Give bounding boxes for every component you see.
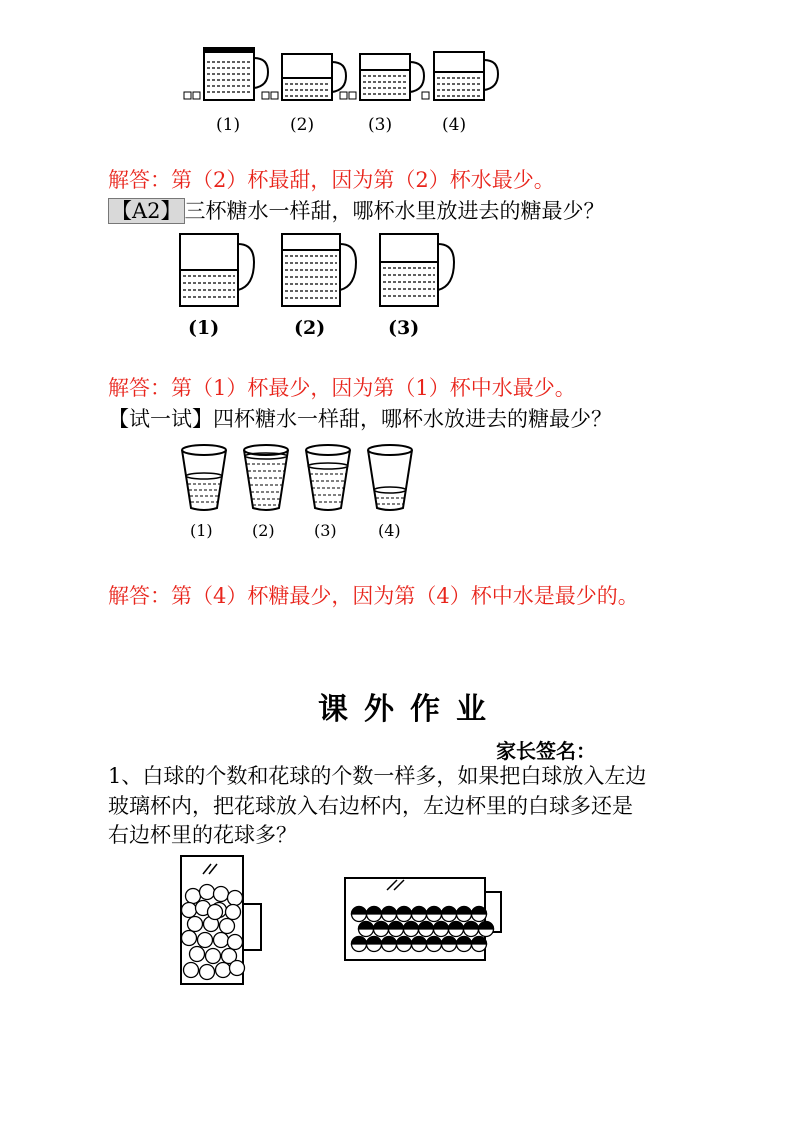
left-glass-white-balls [181, 856, 261, 984]
patterned-ball [442, 937, 457, 952]
patterned-ball [397, 937, 412, 952]
fig2-label-2: (2) [294, 317, 326, 339]
patterned-ball [427, 907, 442, 922]
patterned-ball [479, 922, 494, 937]
patterned-ball [464, 922, 479, 937]
patterned-ball [404, 922, 419, 937]
white-ball [216, 963, 231, 978]
white-ball [214, 887, 229, 902]
fig1-label-3: (3) [368, 115, 393, 135]
patterned-ball [374, 922, 389, 937]
parent-signature-label: 家长签名： [496, 739, 596, 763]
fig2-label-1: (1) [188, 317, 220, 339]
patterned-ball [427, 937, 442, 952]
white-ball [226, 905, 241, 920]
figure-four-cups [178, 440, 428, 544]
white-ball [184, 963, 199, 978]
fig2-label-3: (3) [388, 317, 420, 339]
question-tag-a2: 【A2】 [108, 198, 185, 224]
patterned-ball [457, 907, 472, 922]
cup-1 [182, 445, 226, 510]
patterned-ball [367, 907, 382, 922]
fig3-label-4: (4) [378, 521, 401, 540]
question-text-try: 四杯糖水一样甜，哪杯水放进去的糖最少？ [213, 407, 612, 431]
white-ball [198, 933, 213, 948]
homework-title: 课外作业 [318, 692, 502, 727]
mug-4 [422, 52, 498, 100]
patterned-ball [382, 907, 397, 922]
patterned-ball [412, 907, 427, 922]
patterned-ball [367, 937, 382, 952]
mug-a2-3 [380, 234, 454, 306]
answer-2: 解答：第（1）杯最少，因为第（1）杯中水最少。 [108, 376, 576, 400]
answer-3: 解答：第（4）杯糖最少，因为第（4）杯中水是最少的。 [108, 584, 639, 608]
white-ball [228, 935, 243, 950]
fig1-label-1: (1) [216, 115, 241, 135]
white-ball [208, 905, 223, 920]
question-try [108, 405, 612, 433]
patterned-ball [412, 937, 427, 952]
patterned-ball [352, 937, 367, 952]
homework-question-line-2: 玻璃杯内，把花球放入右边杯内，左边杯里的白球多还是 [108, 794, 633, 818]
fig3-label-3: (3) [314, 521, 337, 540]
patterned-balls [352, 907, 494, 952]
homework-question-line-1: 1、白球的个数和花球的个数一样多，如果把白球放入左边 [108, 764, 647, 788]
patterned-ball [389, 922, 404, 937]
homework-question-line-3: 右边杯里的花球多？ [108, 823, 297, 847]
white-ball [206, 949, 221, 964]
patterned-ball [382, 937, 397, 952]
white-ball [214, 933, 229, 948]
patterned-ball [434, 922, 449, 937]
fig3-label-1: (1) [190, 521, 213, 540]
cup-4 [368, 445, 412, 510]
patterned-ball [442, 907, 457, 922]
white-ball [190, 947, 205, 962]
patterned-ball [352, 907, 367, 922]
mug-a2-2 [282, 234, 356, 306]
white-ball [182, 903, 197, 918]
white-ball [186, 889, 201, 904]
white-ball [188, 917, 203, 932]
patterned-ball [472, 907, 487, 922]
white-ball [200, 965, 215, 980]
fig1-label-2: (2) [290, 115, 315, 135]
mug-a2-1 [180, 234, 254, 306]
white-ball [220, 919, 235, 934]
patterned-ball [397, 907, 412, 922]
white-ball [200, 885, 215, 900]
patterned-ball [472, 937, 487, 952]
question-text-a2: 三杯糖水一样甜，哪杯水里放进去的糖最少？ [184, 199, 605, 223]
mug-1 [184, 48, 268, 100]
fig3-label-2: (2) [252, 521, 275, 540]
figure-ball-jars [175, 852, 505, 992]
white-balls [182, 885, 245, 980]
figure-four-mugs [180, 40, 510, 140]
figure-three-mugs [170, 228, 460, 346]
patterned-ball [359, 922, 374, 937]
right-cup-patterned-balls [345, 878, 501, 960]
fig1-label-4: (4) [442, 115, 467, 135]
mug-2 [262, 54, 346, 100]
cup-3 [306, 445, 350, 510]
mug-3 [340, 54, 424, 100]
question-tag-try: 【试一试】 [108, 407, 213, 431]
question-a2 [108, 197, 605, 225]
patterned-ball [457, 937, 472, 952]
white-ball [182, 931, 197, 946]
white-ball [230, 961, 245, 976]
cup-2 [244, 445, 288, 510]
answer-1: 解答：第（2）杯最甜，因为第（2）杯水最少。 [108, 168, 555, 192]
white-ball [228, 891, 243, 906]
patterned-ball [449, 922, 464, 937]
patterned-ball [419, 922, 434, 937]
